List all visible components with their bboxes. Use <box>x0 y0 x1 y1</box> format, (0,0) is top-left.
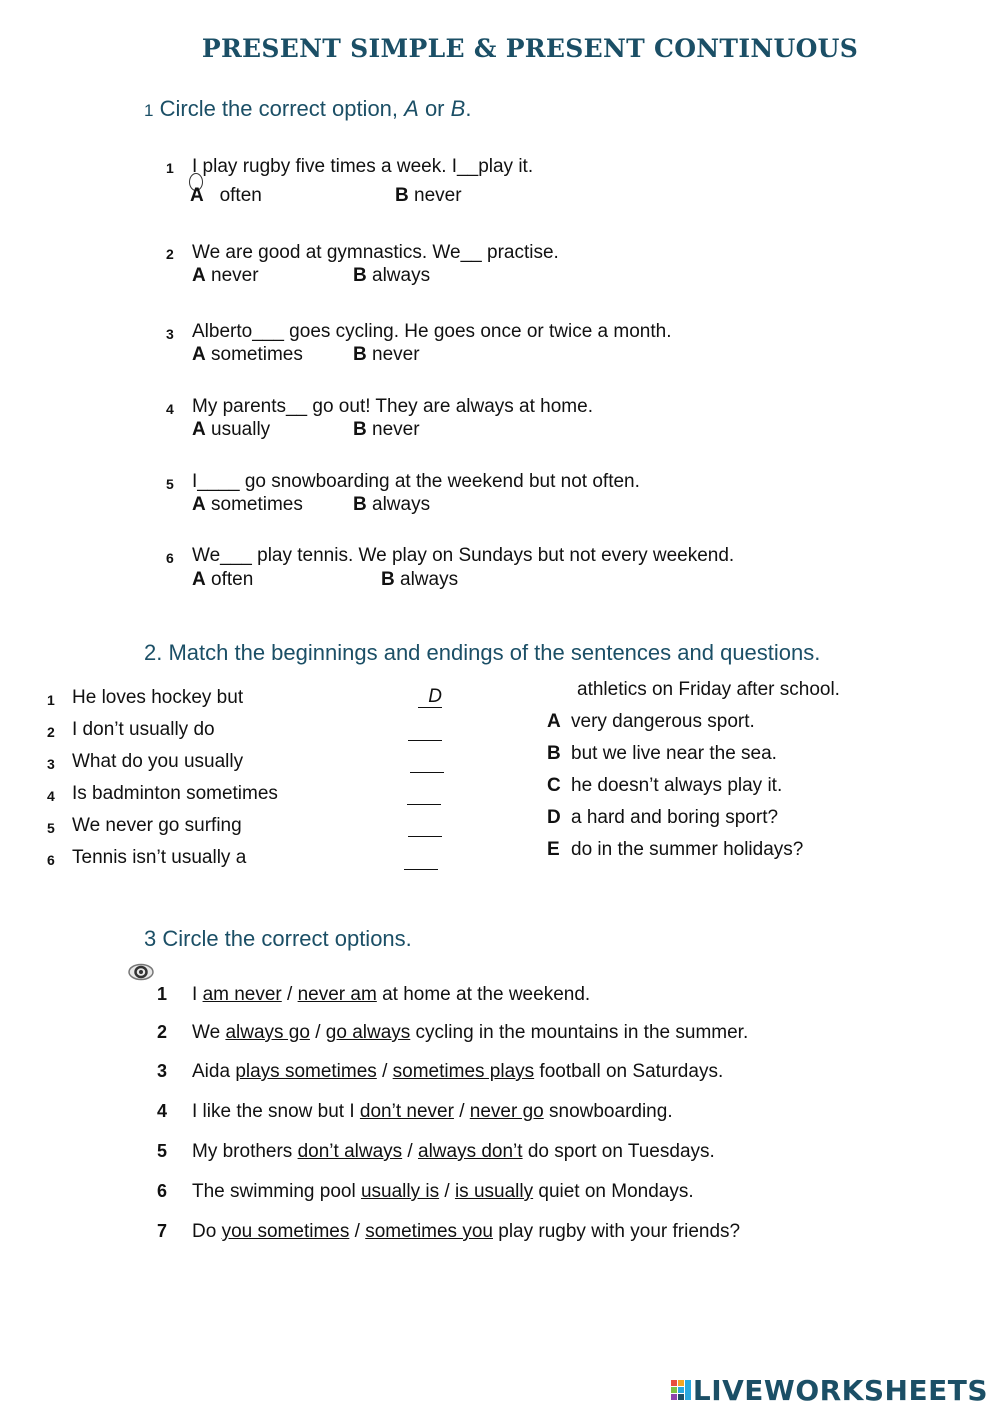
sentence-start: I like the snow but I <box>192 1101 360 1122</box>
question-number: 3 <box>166 326 174 342</box>
question-sentence <box>192 1221 740 1243</box>
option-label: A <box>192 344 206 365</box>
match-number: 5 <box>47 820 55 836</box>
choice-separator: / <box>402 1141 418 1162</box>
question-number: 1 <box>157 984 168 1004</box>
answer-field[interactable] <box>408 815 442 837</box>
answer-field[interactable] <box>407 783 441 805</box>
question-number: 1 <box>166 160 174 176</box>
question-sentence <box>192 1061 723 1083</box>
question-number: 2 <box>166 246 174 262</box>
match-letter: A <box>547 711 561 732</box>
exercise-1-heading-text: Circle the correct option, <box>159 96 405 121</box>
option-b[interactable] <box>353 494 430 516</box>
sentence-start: We <box>192 1022 226 1043</box>
option-text: never <box>372 419 420 440</box>
match-letter: D <box>547 807 561 828</box>
match-letter: C <box>547 775 561 796</box>
question-number: 4 <box>166 401 174 417</box>
match-beginning: Is badminton sometimes <box>72 783 278 804</box>
option-a[interactable] <box>192 419 270 441</box>
match-ending: athletics on Friday after school. <box>577 679 840 700</box>
option-text: always <box>372 265 431 286</box>
option-text: never <box>372 344 420 365</box>
option-b[interactable] <box>353 419 420 441</box>
match-number: 2 <box>47 724 55 740</box>
exercise-1-heading <box>144 96 471 122</box>
question-text: We are good at gymnastics. We__ practise. <box>192 242 559 263</box>
choice-separator: / <box>376 1061 393 1082</box>
option-label: A <box>190 185 204 206</box>
sentence-start: I <box>192 984 203 1005</box>
option-label: B <box>353 494 367 515</box>
option-a[interactable] <box>192 344 303 366</box>
match-letter: E <box>547 839 560 860</box>
match-ending: but we live near the sea. <box>571 743 777 764</box>
option-a[interactable] <box>190 185 262 207</box>
choice-option-2[interactable]: never go <box>469 1101 544 1122</box>
choice-option-2[interactable]: sometimes plays <box>392 1061 535 1082</box>
question-sentence <box>192 1101 673 1123</box>
option-b[interactable] <box>353 265 430 287</box>
sentence-end: cycling in the mountains in the summer. <box>410 1022 749 1043</box>
option-a[interactable] <box>192 494 303 516</box>
question-number: 6 <box>157 1181 168 1201</box>
page-title: PRESENT SIMPLE & PRESENT CONTINUOUS <box>201 34 859 63</box>
choice-option-1[interactable]: always go <box>225 1022 310 1043</box>
sentence-start: The swimming pool <box>192 1181 361 1202</box>
match-beginning: I don’t usually do <box>72 719 215 740</box>
option-b[interactable] <box>395 185 462 207</box>
sentence-start: Aida <box>192 1061 236 1082</box>
match-number: 4 <box>47 788 55 804</box>
exercise-3-heading: 3 Circle the correct options. <box>144 926 412 951</box>
question-number: 2 <box>157 1022 168 1042</box>
match-beginning: What do you usually <box>72 751 244 772</box>
match-ending: he doesn’t always play it. <box>571 775 783 796</box>
answer-field[interactable] <box>410 751 444 773</box>
match-ending: do in the summer holidays? <box>571 839 804 860</box>
option-label: B <box>353 419 367 440</box>
choice-option-2[interactable]: sometimes you <box>365 1221 493 1242</box>
option-text: usually <box>211 419 271 440</box>
question-sentence <box>192 1022 748 1044</box>
match-ending: very dangerous sport. <box>571 711 755 732</box>
option-text: never <box>211 265 259 286</box>
match-beginning: Tennis isn’t usually a <box>72 847 247 868</box>
option-label: A <box>192 419 206 440</box>
choice-option-1[interactable]: usually is <box>360 1181 440 1202</box>
option-label: B <box>395 185 409 206</box>
answer-field[interactable] <box>404 847 438 870</box>
exercise-2-heading: 2. Match the beginnings and endings of the sentences and questions. <box>144 640 821 665</box>
eye-icon <box>128 963 154 981</box>
exercise-1-number: 1 <box>144 101 154 120</box>
option-text: never <box>414 185 462 206</box>
question-text: I play rugby five times a week. I__play it. <box>192 156 534 177</box>
match-number: 3 <box>47 756 55 772</box>
match-beginning: He loves hockey but <box>72 687 244 708</box>
question-number: 3 <box>157 1061 168 1081</box>
heading-option-b: B <box>450 96 466 121</box>
option-label: A <box>192 265 206 286</box>
sentence-end: football on Saturdays. <box>534 1061 724 1082</box>
question-sentence <box>192 1181 694 1203</box>
question-text: Alberto___ goes cycling. He goes once or twice a month. <box>192 321 672 342</box>
sentence-end: play rugby with your friends? <box>492 1221 741 1242</box>
option-text: sometimes <box>211 344 303 365</box>
sentence-start: Do <box>192 1221 222 1242</box>
option-a[interactable] <box>192 569 253 591</box>
match-number: 6 <box>47 852 55 868</box>
heading-end: . <box>465 96 472 121</box>
question-text: We___ play tennis. We play on Sundays but not every weekend. <box>192 545 735 566</box>
question-number: 5 <box>166 476 174 492</box>
option-label: B <box>353 344 367 365</box>
option-a[interactable] <box>192 265 259 287</box>
choice-option-2[interactable]: never am <box>297 984 377 1005</box>
sentence-end: do sport on Tuesdays. <box>522 1141 715 1162</box>
question-text: I____ go snowboarding at the weekend but not often. <box>192 471 640 492</box>
question-number: 4 <box>157 1101 168 1121</box>
choice-option-1[interactable]: you sometimes <box>221 1221 350 1242</box>
logo-icon <box>671 1380 691 1402</box>
question-number: 6 <box>166 550 174 566</box>
match-ending: a hard and boring sport? <box>571 807 779 828</box>
heading-or: or <box>418 96 451 121</box>
question-sentence <box>192 1141 715 1163</box>
option-label: B <box>353 265 367 286</box>
sentence-end: at home at the weekend. <box>376 984 591 1005</box>
heading-option-a: A <box>404 96 419 121</box>
option-label: B <box>381 569 395 590</box>
match-beginning: We never go surfing <box>72 815 242 836</box>
choice-separator: / <box>453 1101 470 1122</box>
choice-option-1[interactable]: am never <box>202 984 282 1005</box>
answer-field[interactable]: D <box>418 687 442 708</box>
choice-option-2[interactable]: go always <box>325 1022 411 1043</box>
liveworksheets-logo <box>671 1374 988 1407</box>
question-sentence <box>192 984 590 1006</box>
sentence-end: quiet on Mondays. <box>533 1181 694 1202</box>
choice-separator: / <box>309 1022 326 1043</box>
choice-option-1[interactable]: plays sometimes <box>235 1061 377 1082</box>
option-text: often <box>211 569 254 590</box>
option-label: A <box>192 569 206 590</box>
option-text: always <box>372 494 431 515</box>
question-number: 5 <box>157 1141 168 1161</box>
answer-field[interactable] <box>408 719 442 741</box>
choice-option-2[interactable]: always don’t <box>418 1141 523 1162</box>
question-number: 7 <box>157 1221 168 1241</box>
option-text: sometimes <box>211 494 303 515</box>
option-b[interactable] <box>381 569 458 591</box>
choice-separator: / <box>281 984 298 1005</box>
choice-separator: / <box>349 1221 366 1242</box>
choice-separator: / <box>439 1181 455 1202</box>
choice-option-2[interactable]: is usually <box>454 1181 534 1202</box>
option-text: always <box>400 569 459 590</box>
question-text: My parents__ go out! They are always at home. <box>192 396 593 417</box>
match-letter: B <box>547 743 561 764</box>
option-b[interactable] <box>353 344 420 366</box>
option-text: often <box>219 185 262 206</box>
option-label: A <box>192 494 206 515</box>
logo-text: LIVEWORKSHEETS <box>692 1374 988 1407</box>
choice-option-1[interactable]: don’t always <box>297 1141 403 1162</box>
sentence-end: snowboarding. <box>543 1101 673 1122</box>
choice-option-1[interactable]: don’t never <box>359 1101 454 1122</box>
sentence-start: My brothers <box>192 1141 298 1162</box>
match-number: 1 <box>47 692 55 708</box>
